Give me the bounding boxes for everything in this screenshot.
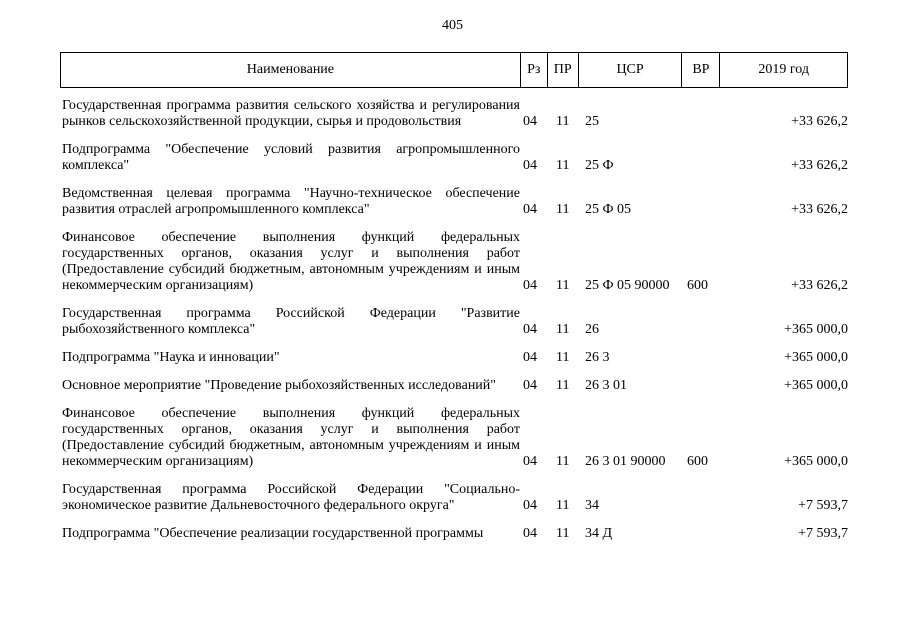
table-row xyxy=(62,482,852,514)
row-sum: +33 626,2 xyxy=(791,158,848,173)
row-pr: 11 xyxy=(556,278,570,293)
header-csr: ЦСР xyxy=(579,53,683,87)
row-sum: +7 593,7 xyxy=(798,498,848,513)
row-vr: 600 xyxy=(687,454,708,469)
table-row xyxy=(62,526,852,542)
row-name: Ведомственная целевая программа "Научно-техническое обеспечение развития отраслей агропромышленного комплекса" xyxy=(62,186,520,217)
row-csr: 26 xyxy=(585,322,599,337)
row-csr: 26 3 xyxy=(585,350,610,365)
row-sum: +365 000,0 xyxy=(784,322,848,337)
row-sum: +33 626,2 xyxy=(791,114,848,129)
row-name: Финансовое обеспечение выполнения функций федеральных государственных органов, оказания услуг и выполнения работ (Предоставление субсидий бюджетным, автономным учреждениям и иным некоммерческим организациям) xyxy=(62,230,520,293)
row-name: Государственная программа развития сельского хозяйства и регулирования рынков сельскохозяйственной продукции, сырья и продовольствия xyxy=(62,98,520,129)
row-name: Государственная программа Российской Федерации "Развитие рыбохозяйственного комплекса" xyxy=(62,306,520,337)
header-vr: ВР xyxy=(682,53,720,87)
row-csr: 26 3 01 xyxy=(585,378,627,393)
table-row xyxy=(62,378,852,394)
table-row xyxy=(62,230,852,294)
row-csr: 34 Д xyxy=(585,526,613,541)
row-csr: 25 Ф xyxy=(585,158,614,173)
row-pr: 11 xyxy=(556,350,570,365)
row-rz: 04 xyxy=(523,202,537,217)
row-rz: 04 xyxy=(523,114,537,129)
row-sum: +7 593,7 xyxy=(798,526,848,541)
header-year: 2019 год xyxy=(758,62,809,77)
table-row xyxy=(62,350,852,366)
table-row xyxy=(62,186,852,218)
table-header xyxy=(60,52,848,88)
row-name: Подпрограмма "Обеспечение реализации государственной программы xyxy=(62,526,484,541)
row-csr: 26 3 01 90000 xyxy=(585,454,666,469)
header-rz: Рз xyxy=(521,53,548,87)
row-csr: 25 Ф 05 90000 xyxy=(585,278,670,293)
row-rz: 04 xyxy=(523,498,537,513)
row-name: Государственная программа Российской Федерации "Социально-экономическое развитие Дальневосточного федерального округа" xyxy=(62,482,520,513)
header-pr: ПР xyxy=(548,53,579,87)
row-pr: 11 xyxy=(556,114,570,129)
row-sum: +33 626,2 xyxy=(791,202,848,217)
row-rz: 04 xyxy=(523,322,537,337)
row-csr: 34 xyxy=(585,498,599,513)
row-sum: +33 626,2 xyxy=(791,278,848,293)
row-pr: 11 xyxy=(556,378,570,393)
row-csr: 25 Ф 05 xyxy=(585,202,632,217)
row-pr: 11 xyxy=(556,202,570,217)
row-rz: 04 xyxy=(523,454,537,469)
table-row xyxy=(62,142,852,174)
table-row xyxy=(62,98,852,130)
row-pr: 11 xyxy=(556,158,570,173)
row-sum: +365 000,0 xyxy=(784,350,848,365)
row-name: Основное мероприятие "Проведение рыбохозяйственных исследований" xyxy=(62,378,497,393)
row-pr: 11 xyxy=(556,498,570,513)
row-name: Подпрограмма "Наука и инновации" xyxy=(62,350,280,365)
row-csr: 25 xyxy=(585,114,599,129)
row-sum: +365 000,0 xyxy=(784,378,848,393)
row-rz: 04 xyxy=(523,378,537,393)
row-rz: 04 xyxy=(523,526,537,541)
table-row xyxy=(62,306,852,338)
row-rz: 04 xyxy=(523,158,537,173)
row-sum: +365 000,0 xyxy=(784,454,848,469)
table-row xyxy=(62,406,852,470)
row-pr: 11 xyxy=(556,322,570,337)
table-body xyxy=(62,98,852,554)
header-name: Наименование xyxy=(61,53,521,87)
row-name: Подпрограмма "Обеспечение условий развития агропромышленного комплекса" xyxy=(62,142,520,173)
row-pr: 11 xyxy=(556,454,570,469)
row-rz: 04 xyxy=(523,278,537,293)
row-name: Финансовое обеспечение выполнения функций федеральных государственных органов, оказания услуг и выполнения работ (Предоставление субсидий бюджетным, автономным учреждениям и иным некоммерческим организациям) xyxy=(62,406,520,469)
row-pr: 11 xyxy=(556,526,570,541)
row-vr: 600 xyxy=(687,278,708,293)
row-rz: 04 xyxy=(523,350,537,365)
page-number: 405 xyxy=(442,18,463,33)
